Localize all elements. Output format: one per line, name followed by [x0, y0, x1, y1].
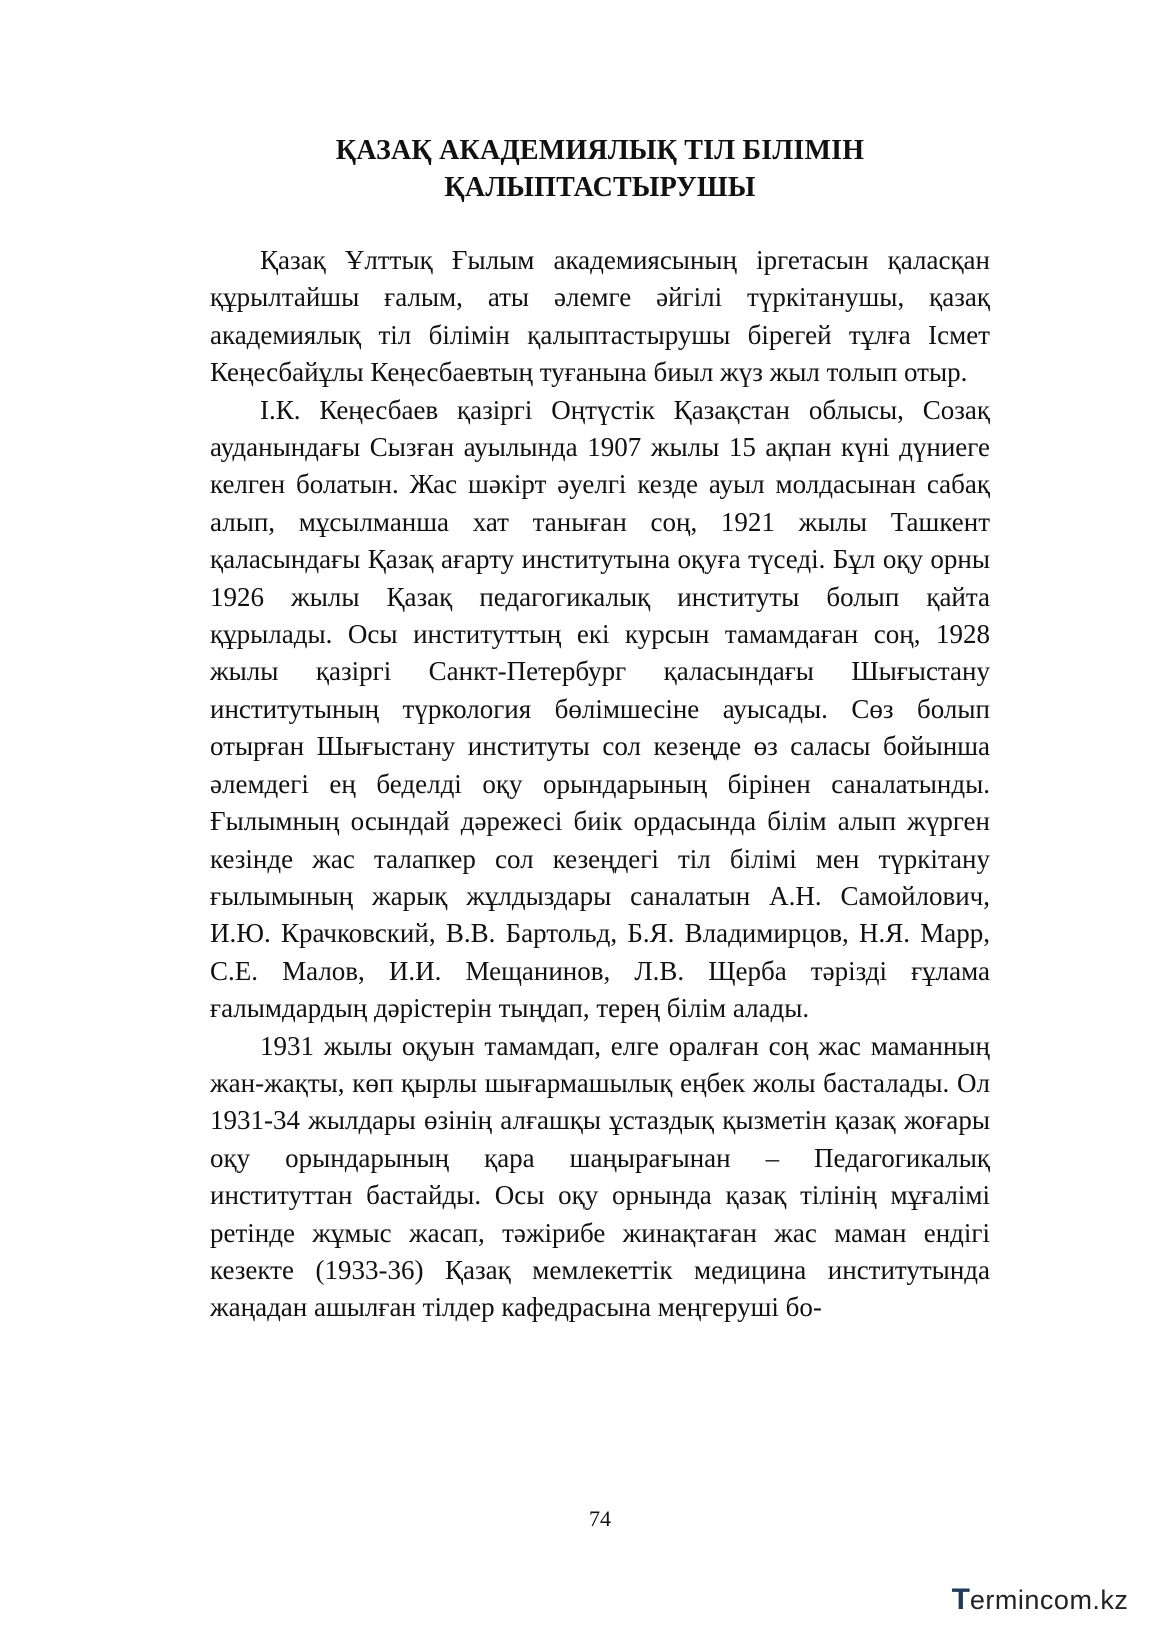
page-number: 74	[589, 1506, 611, 1531]
paragraph-1: Қазақ Ұлттық Ғылым академиясының іргетасын қаласқан құрылтайшы ғалым, аты әлемге әйгілі түркітанушы, қазақ академиялық тіл білімін қалыптастырушы бірегей тұлға Ісмет Кеңесбайұлы Кеңесбаевтың туғанына биыл жүз жыл толып отыр.	[210, 245, 990, 388]
page-title-line-1: ҚАЗАҚ АКАДЕМИЯЛЫҚ ТІЛ БІЛІМІН	[335, 135, 865, 166]
paragraph-3: 1931 жылы оқуын тамамдап, елге оралған соң жас маманның жан-жақты, көп қырлы шығармашылық еңбек жолы басталады. Ол 1931-34 жылдары өзінің алғашқы ұстаздық қызметін қазақ жоғары оқу орындарының қара шаңырағынан – Педагогикалық институттан бастайды. Осы оқу орнында қазақ тілінің мұғалімі ретінде жұмыс жасап, тәжірибе жинақтаған жас маман ендігі кезекте (1933-36) Қазақ мемлекеттік медицина институтында жаңадан ашылған тілдер кафедрасына меңгеруші бо-	[210, 1030, 990, 1323]
watermark-text-part-2: o	[1053, 1584, 1070, 1615]
watermark-text-part-1: erminc	[969, 1584, 1054, 1615]
watermark-text-part-3: m.kz	[1069, 1584, 1129, 1615]
body-text	[210, 242, 990, 1327]
paragraph-2: І.К. Кеңесбаев қазіргі Оңтүстік Қазақстан облысы, Созақ ауданындағы Сызған ауылында 1907 жылы 15 ақпан күні дүниеге келген болатын. Жас шәкірт әуелгі кезде ауыл молдасынан сабақ алып, мұсылманша хат таныған соң, 1921 жылы Ташкент қаласындағы Қазақ ағарту институтына оқуға түседі. Бұл оқу орны 1926 жылы Қазақ педагогикалық институты болып қайта құрылады. Осы институттың екі курсын тамамдаған соң, 1928 жылы қазіргі Санкт-Петербург қаласындағы Шығыстану институтының түркология бөлімшесіне ауысады. Сөз болып отырған Шығыстану институты сол кезеңде өз саласы бойынша әлемдегі ең беделді оқу орындарының бірінен саналатынды. Ғылымның осындай дәрежесі биік ордасында білім алып жүрген кезінде жас талапкер сол кезеңдегі тіл білімі мен түркітану ғылымының жарық жұлдыздары саналатын А.Н. Самойлович, И.Ю. Крачковский, В.В. Бартольд, Б.Я. Владимирцов, Н.Я. Марр, С.Е. Малов, И.И. Мещанинов, Л.В. Щерба тәрізді ғұлама ғалымдардың дәрістерін тыңдап, терең білім алады.	[210, 394, 990, 1024]
page-title-line-2: ҚАЛЫПТАСТЫРУШЫ	[444, 172, 756, 203]
watermark-initial: T	[951, 1583, 970, 1616]
termincom-watermark	[940, 1580, 1140, 1620]
page-title	[210, 132, 990, 206]
